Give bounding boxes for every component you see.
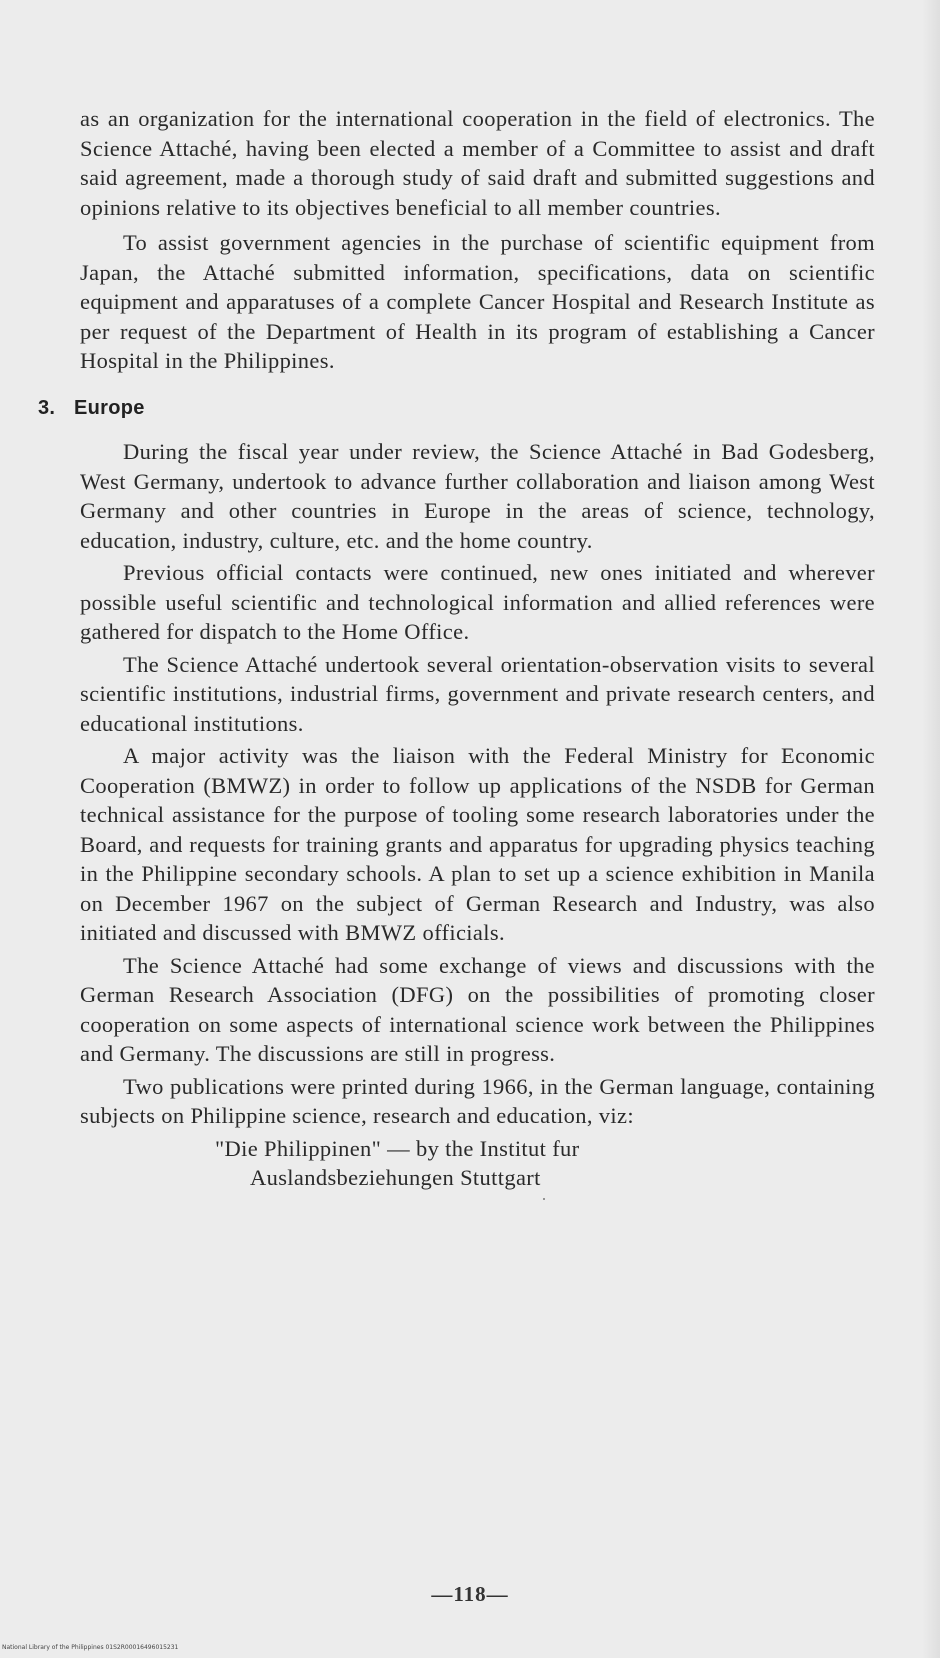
scan-speck [543, 1198, 545, 1200]
body-text [38, 104, 875, 1193]
paragraph-publications: Two publications were printed during 1966, in the German language, containing subjects on Philippine science, research and education, viz: [80, 1073, 875, 1128]
section-number: 3. [38, 396, 56, 419]
section-heading [38, 394, 875, 424]
page-edge-shadow [922, 0, 940, 1658]
paragraph-official-contacts: Previous official contacts were continued, new ones initiated and wherever possible useful scientific and technological information and allied references were gathered for dispatch to the Home Office. [80, 560, 875, 644]
paragraph-continuation: as an organization for the international cooperation in the field of electronics. The Science Attaché, having been elected a member of a Committee to assist and draft said agreement, made a thorough study of said draft and submitted suggestions and opinions relative to its objectives beneficial to all member countries. [80, 106, 875, 220]
citation-line-1: "Die Philippinen" — by the Institut fur [215, 1135, 580, 1161]
section-title: Europe [74, 396, 145, 419]
paragraph-orientation-visits: The Science Attaché undertook several orientation-observation visits to several scientific institutions, industrial firms, government and private research centers, and educational institutions. [80, 651, 875, 736]
page-number: —118— [431, 1582, 509, 1606]
paragraph-dfg-discussions: The Science Attaché had some exchange of views and discussions with the German Research Association (DFG) on the possibilities of promoting closer cooperation on some aspects of international science work between the Philippines and Germany. The discussions are still in progress. [80, 952, 875, 1066]
paragraph-bmwz-liaison: A major activity was the liaison with the Federal Ministry for Economic Cooperation (BMWZ) in order to follow up applications of the NSDB for German technical assistance for the purpose of tooling some research laboratories under the Board, and requests for training grants and apparatus for upgrading physics teaching in the Philippine secondary schools. A plan to set up a science exhibition in Manila on December 1967 on the subject of German Research and Industry, was also initiated and discussed with BMWZ officials. [80, 743, 875, 945]
archive-footer-stamp: National Library of the Philippines 01S2R00016496015231 [2, 1644, 179, 1651]
citation-line-2: Auslandsbeziehungen Stuttgart [250, 1165, 541, 1190]
publication-citation [80, 1134, 875, 1193]
paragraph-fiscal-year: During the fiscal year under review, the Science Attaché in Bad Godesberg, West Germany, undertook to advance further collaboration and liaison among West Germany and other countries in Europe in the areas of science, technology, education, industry, culture, etc. and the home country. [80, 439, 875, 553]
paragraph-equipment-purchase: To assist government agencies in the purchase of scientific equipment from Japan, the Attaché submitted information, specifications, data on scientific equipment and apparatuses of a complete Cancer Hospital and Research Institute as per request of the Department of Health in its program of establishing a Cancer Hospital in the Philippines. [80, 230, 875, 373]
